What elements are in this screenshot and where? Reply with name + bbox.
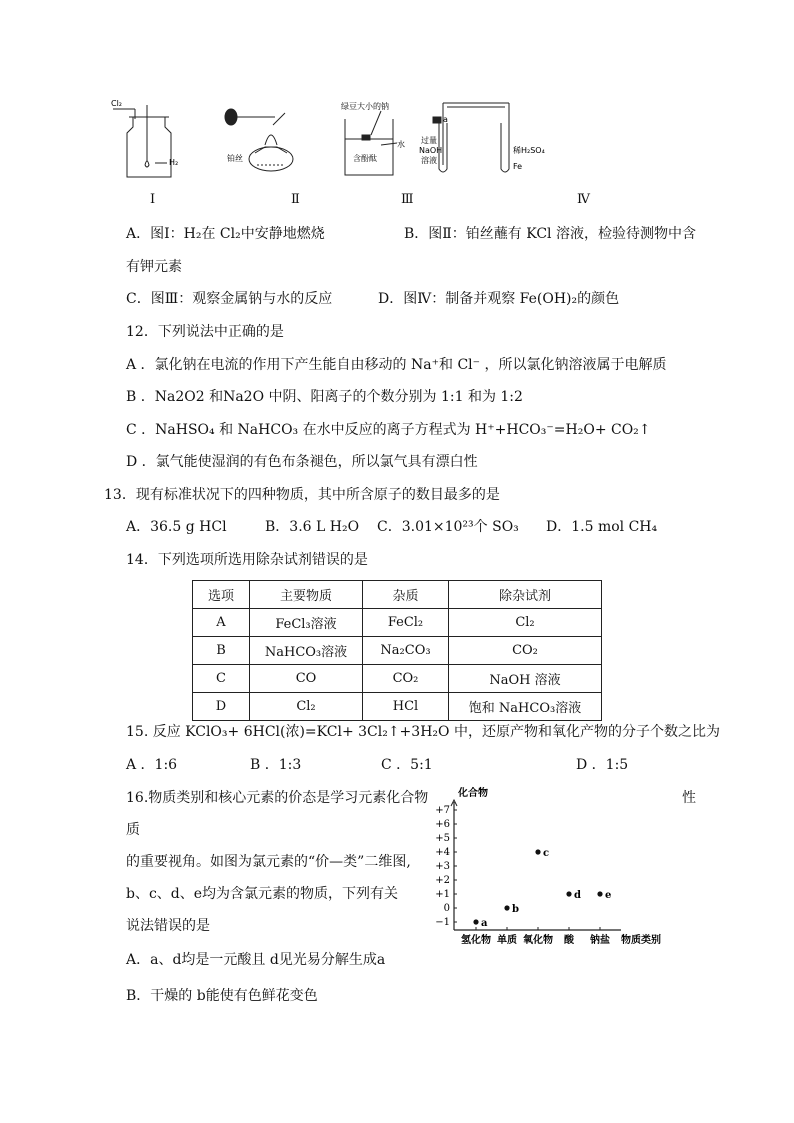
data-point-label-c: c bbox=[543, 848, 550, 859]
figure-label-3: Ⅲ bbox=[401, 192, 414, 207]
fig3-sodium-label: 绿豆大小的钠 bbox=[341, 102, 389, 111]
q11-option-d: D．图Ⅳ：制备并观察 Fe(OH)₂的颜色 bbox=[378, 291, 620, 307]
q16-line-5: 说法错误的是 bbox=[126, 918, 210, 934]
table-cell: C bbox=[193, 665, 250, 693]
figure-label-4: Ⅳ bbox=[577, 192, 590, 207]
q11-option-a: A．图Ⅰ：H₂在 Cl₂中安静地燃烧 bbox=[126, 226, 325, 242]
q13-stem: 13．现有标准状况下的四种物质，其中所含原子的数目最多的是 bbox=[104, 487, 500, 503]
data-point-b bbox=[504, 905, 509, 910]
q16-line-1: 16.物质类别和核心元素的价态是学习元素化合物 bbox=[126, 790, 429, 806]
table-cell: Cl₂ bbox=[449, 609, 602, 637]
fig4-naoh-label-1: 过量 bbox=[421, 136, 437, 145]
q11-option-c: C．图Ⅲ：观察金属钠与水的反应 bbox=[126, 291, 333, 307]
table-cell: NaHCO₃溶液 bbox=[250, 637, 363, 665]
fig4-acid-label: 稀H₂SO₄ bbox=[513, 146, 545, 155]
y-tick-label: +6 bbox=[435, 819, 450, 830]
valence-category-chart bbox=[420, 786, 700, 956]
fig4-naoh-label-3: 溶液 bbox=[421, 156, 437, 165]
q15-stem: 15. 反应 KClO₃+ 6HCl(浓)=KCl+ 3Cl₂↑+3H₂O 中，还原产物和氧化产物的分子个数之比为 bbox=[126, 724, 720, 740]
y-tick-label: 0 bbox=[443, 903, 450, 914]
table-row bbox=[193, 637, 602, 665]
x-tick-label: 氧化物 bbox=[523, 935, 553, 946]
x-tick-label: 氢化物 bbox=[461, 935, 491, 946]
y-tick-label: −1 bbox=[435, 917, 450, 928]
table-cell: B bbox=[193, 637, 250, 665]
data-point-label-d: d bbox=[574, 890, 581, 901]
table-cell: FeCl₂ bbox=[363, 609, 449, 637]
fig1-h2-label: H₂ bbox=[169, 158, 179, 167]
figure-4-test-tubes bbox=[433, 103, 509, 172]
table-cell: A bbox=[193, 609, 250, 637]
table-cell: CO bbox=[250, 665, 363, 693]
fig3-water-label: 水 bbox=[397, 140, 405, 149]
y-tick-label: +5 bbox=[435, 833, 450, 844]
y-tick-label: +2 bbox=[435, 875, 450, 886]
q14-table bbox=[192, 580, 602, 721]
y-tick-label: +1 bbox=[435, 889, 450, 900]
q16-option-b: B．干燥的 b能使有色鲜花变色 bbox=[126, 988, 318, 1004]
table-cell: FeCl₃溶液 bbox=[250, 609, 363, 637]
table-row bbox=[193, 665, 602, 693]
figure-label-2: Ⅱ bbox=[291, 192, 300, 207]
fig3-phenol-label: 含酚酞 bbox=[353, 154, 377, 163]
data-point-label-b: b bbox=[512, 904, 519, 915]
table-cell: CO₂ bbox=[449, 637, 602, 665]
table-cell: D bbox=[193, 693, 250, 721]
q13-option-b: B．3.6 L H₂O bbox=[265, 519, 360, 535]
table-row bbox=[193, 693, 602, 721]
y-tick-label: +7 bbox=[435, 805, 450, 816]
table-cell: Na₂CO₃ bbox=[363, 637, 449, 665]
q11-option-b-cont: 有钾元素 bbox=[126, 259, 182, 275]
q12-option-b: B ．Na2O2 和Na2O 中阴、阳离子的个数分别为 1:1 和为 1:2 bbox=[126, 389, 523, 405]
table-header-cell: 主要物质 bbox=[250, 581, 363, 609]
fig1-cl2-label: Cl₂ bbox=[111, 99, 123, 108]
y-tick-label: +3 bbox=[435, 861, 450, 872]
q16-line-2: 质 bbox=[126, 822, 140, 838]
table-cell: Cl₂ bbox=[250, 693, 363, 721]
q15-option-a: A ．1:6 bbox=[126, 757, 178, 773]
q12-option-a: A ．氯化钠在电流的作用下产生能自由移动的 Na⁺和 Cl⁻ ，所以氯化钠溶液属于电解质 bbox=[126, 357, 667, 373]
data-point-a bbox=[473, 919, 478, 924]
data-point-d bbox=[566, 891, 571, 896]
table-row bbox=[193, 609, 602, 637]
figure-3-beaker bbox=[345, 111, 397, 175]
data-point-c bbox=[535, 849, 540, 854]
table-header-cell: 杂质 bbox=[363, 581, 449, 609]
figure-1-gas-jar bbox=[113, 105, 171, 177]
q12-option-c: C ．NaHSO₄ 和 NaHCO₃ 在水中反应的离子方程式为 H⁺+HCO₃⁻=H₂O+ CO₂↑ bbox=[126, 422, 651, 438]
q13-option-c: C．3.01×10²³个 SO₃ bbox=[377, 519, 519, 535]
x-tick-label: 钠盐 bbox=[590, 935, 610, 946]
figure-label-1: Ⅰ bbox=[150, 192, 156, 207]
q13-option-d: D．1.5 mol CH₄ bbox=[546, 519, 658, 535]
y-tick-label: +4 bbox=[435, 847, 450, 858]
x-tick-label: 单质 bbox=[497, 935, 517, 946]
table-header-cell: 选项 bbox=[193, 581, 250, 609]
apparatus-figures bbox=[105, 95, 585, 185]
table-cell: 饱和 NaHCO₃溶液 bbox=[449, 693, 602, 721]
q15-option-c: C ．5:1 bbox=[381, 757, 433, 773]
fig4-a-label: a bbox=[443, 115, 448, 124]
q16-option-a: A．a、d均是一元酸且 d见光易分解生成a bbox=[126, 952, 386, 968]
q14-stem: 14．下列选项所选用除杂试剂错误的是 bbox=[126, 552, 368, 568]
table-cell: NaOH 溶液 bbox=[449, 665, 602, 693]
q15-option-d: D ．1:5 bbox=[576, 757, 629, 773]
q12-stem: 12．下列说法中正确的是 bbox=[126, 324, 284, 340]
data-point-e bbox=[597, 891, 602, 896]
table-header-cell: 除杂试剂 bbox=[449, 581, 602, 609]
y-axis-title: 化合物 bbox=[458, 788, 488, 799]
table-cell: HCl bbox=[363, 693, 449, 721]
x-axis-title: 物质类别 bbox=[621, 935, 661, 946]
table-cell: CO₂ bbox=[363, 665, 449, 693]
q16-line-4: b、c、d、e均为含氯元素的物质，下列有关 bbox=[126, 886, 399, 902]
table-header-row bbox=[193, 581, 602, 609]
data-point-label-e: e bbox=[605, 890, 612, 901]
fig2-wire-label: 铂丝 bbox=[227, 154, 243, 163]
q16-line-1-end: 性 bbox=[682, 790, 696, 806]
q11-option-b: B．图Ⅱ：铂丝蘸有 KCl 溶液，检验待测物中含 bbox=[404, 226, 696, 242]
q16-line-3: 的重要视角。如图为氯元素的“价—类”二维图, bbox=[126, 854, 411, 870]
x-tick-label: 酸 bbox=[564, 935, 574, 946]
q13-option-a: A．36.5 g HCl bbox=[126, 519, 227, 535]
data-point-label-a: a bbox=[481, 918, 488, 929]
fig4-naoh-label-2: NaOH bbox=[419, 146, 443, 155]
q12-option-d: D ．氯气能使湿润的有色布条褪色，所以氯气具有漂白性 bbox=[126, 454, 478, 470]
fig4-fe-label: Fe bbox=[513, 162, 523, 171]
q15-option-b: B ．1:3 bbox=[250, 757, 302, 773]
